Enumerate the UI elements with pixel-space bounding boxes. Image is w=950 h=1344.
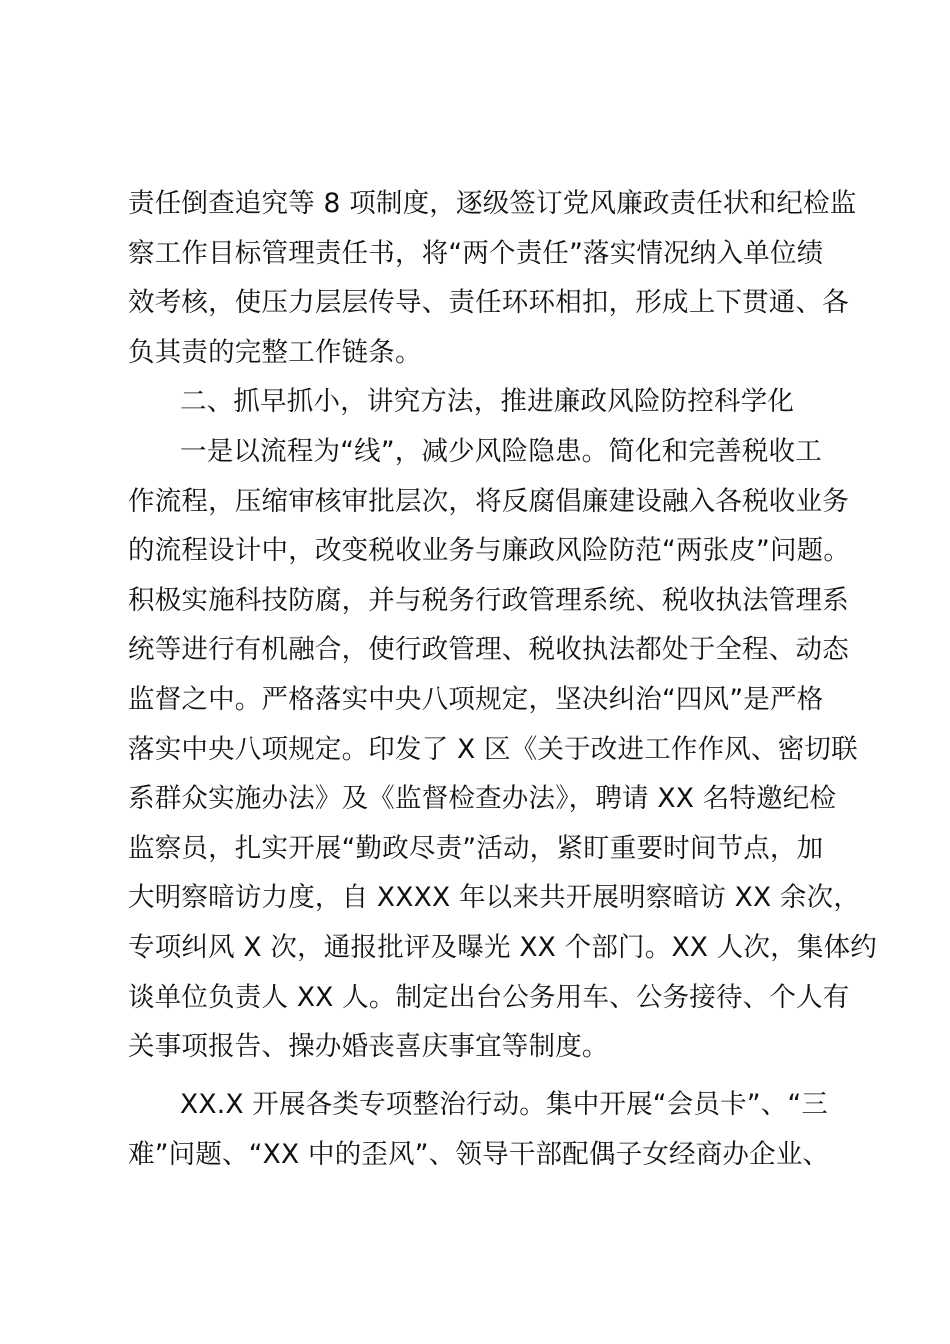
text-line: 难”问题、“XX 中的歪风”、领导干部配偶子女经商办企业、 [128, 1138, 830, 1170]
body-text-lower [128, 1080, 832, 1179]
text-line: 积极实施科技防腐，并与税务行政管理系统、税收执法管理系 [128, 584, 849, 616]
text-line: 负其责的完整工作链条。 [128, 336, 422, 368]
text-line: 系群众实施办法》及《监督检查办法》，聘请 XX 名特邀纪检 [128, 783, 837, 815]
text-line: 监督之中。严格落实中央八项规定，坚决纠治“四风”是严格 [128, 683, 824, 715]
text-line: 关事项报告、操办婚丧喜庆事宜等制度。 [128, 1031, 609, 1063]
text-line: 大明察暗访力度，自 XXXX 年以来共开展明察暗访 XX 余次， [128, 882, 861, 914]
body-text-upper [128, 179, 877, 1072]
text-line: 效考核，使压力层层传导、责任环环相扣，形成上下贯通、各 [128, 287, 849, 319]
text-line: 专项纠风 X 次，通报批评及曝光 XX 个部门。XX 人次，集体约 [128, 931, 877, 963]
text-line: 察工作目标管理责任书，将“两个责任”落实情况纳入单位绩 [128, 237, 824, 269]
text-line: 的流程设计中，改变税收业务与廉政风险防范“两张皮”问题。 [128, 535, 851, 567]
text-line: 作流程，压缩审核审批层次，将反腐倡廉建设融入各税收业务 [128, 485, 849, 517]
text-line: 谈单位负责人 XX 人。制定出台公务用车、公务接待、个人有 [128, 981, 850, 1013]
text-line: 责任倒查追究等 8 项制度，逐级签订党风廉政责任状和纪检监 [128, 188, 857, 219]
text-line: 一是以流程为“线”，减少风险隐患。简化和完善税收工 [180, 435, 822, 467]
section-heading: 二、抓早抓小，讲究方法，推进廉政风险防控科学化 [180, 386, 795, 418]
text-line: XX.X 开展各类专项整治行动。集中开展“会员卡”、“三 [180, 1089, 829, 1120]
text-line: 落实中央八项规定。印发了 X 区《关于改进工作作风、密切联 [128, 733, 858, 765]
text-line: 统等进行有机融合，使行政管理、税收执法都处于全程、动态 [128, 634, 849, 666]
text-line: 监察员，扎实开展“勤政尽责”活动，紧盯重要时间节点，加 [128, 832, 824, 864]
